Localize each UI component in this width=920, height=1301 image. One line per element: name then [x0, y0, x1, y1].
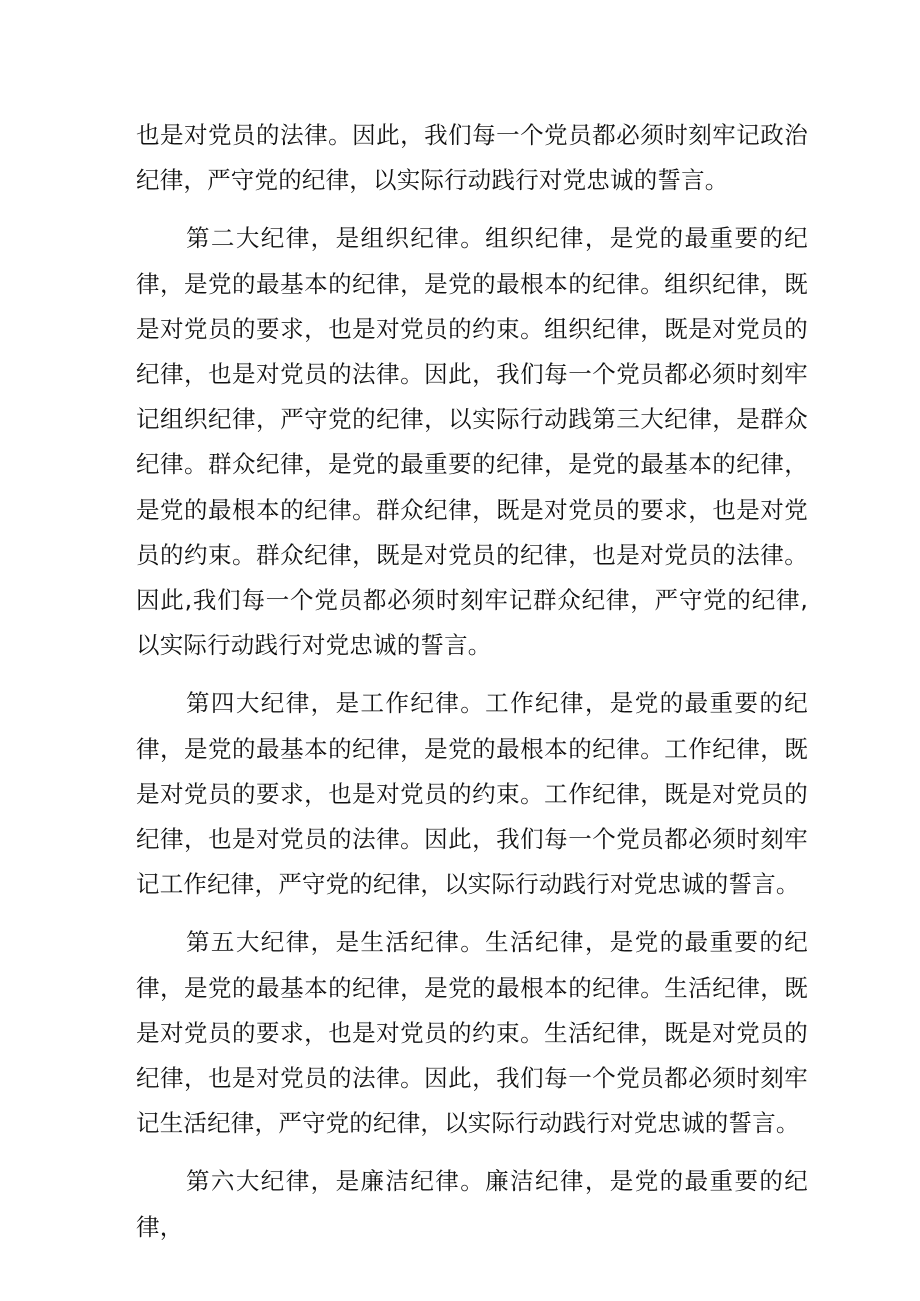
paragraph-integrity-discipline: 第六大纪律，是廉洁纪律。廉洁纪律，是党的最重要的纪律，	[136, 1167, 808, 1241]
paragraph-organizational-discipline: 第二大纪律，是组织纪律。组织纪律，是党的最重要的纪律，是党的最基本的纪律，是党的最根本的纪律。组织纪律，既是对党员的要求，也是对党员的约束。组织纪律，既是对党员的纪律，也是对党员的法律。因此，我们每一个党员都必须时刻牢记组织纪律，严守党的纪律，以实际行动践第三大纪律，是群众纪律。群众纪律，是党的最重要的纪律，是党的最基本的纪律，是党的最根本的纪律。群众纪律，既是对党员的要求，也是对党员的约束。群众纪律，既是对党员的纪律，也是对党员的法律。因此,我们每一个党员都必须时刻牢记群众纪律，严守党的纪律,以实际行动践行对党忠诚的誓言。	[136, 224, 808, 660]
paragraph-work-discipline: 第四大纪律，是工作纪律。工作纪律，是党的最重要的纪律，是党的最基本的纪律，是党的最根本的纪律。工作纪律，既是对党员的要求，也是对党员的约束。工作纪律，既是对党员的纪律，也是对党员的法律。因此，我们每一个党员都必须时刻牢记工作纪律，严守党的纪律，以实际行动践行对党忠诚的誓言。	[136, 689, 808, 899]
document-body	[136, 113, 808, 1263]
paragraph-life-discipline: 第五大纪律，是生活纪律。生活纪律，是党的最重要的纪律，是党的最基本的纪律，是党的最根本的纪律。生活纪律，既是对党员的要求，也是对党员的约束。生活纪律，既是对党员的纪律，也是对党员的法律。因此，我们每一个党员都必须时刻牢记生活纪律，严守党的纪律，以实际行动践行对党忠诚的誓言。	[136, 928, 808, 1138]
paragraph-political-discipline-end: 也是对党员的法律。因此，我们每一个党员都必须时刻牢记政治纪律，严守党的纪律，以实际行动践行对党忠诚的誓言。	[136, 121, 808, 195]
